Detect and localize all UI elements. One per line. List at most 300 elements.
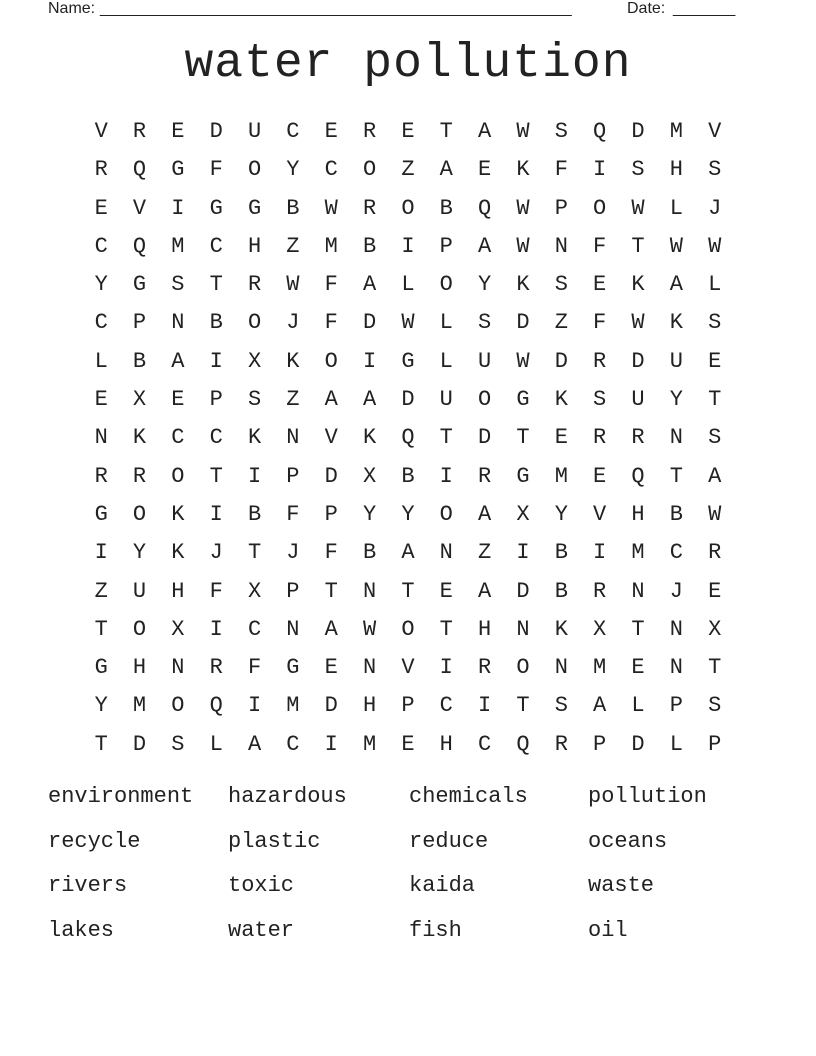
grid-letter: A [478, 578, 492, 604]
grid-row [82, 458, 734, 496]
word-list-item: hazardous [228, 784, 347, 809]
grid-letter: D [631, 119, 645, 144]
grid-letter: C [286, 119, 300, 144]
grid-letter: I [94, 540, 108, 566]
grid-letter: N [94, 425, 108, 451]
grid-letter: G [132, 272, 147, 298]
grid-letter: T [324, 578, 338, 604]
grid-letter: O [516, 655, 530, 681]
grid-letter: C [324, 157, 338, 183]
grid-letter: D [324, 693, 338, 719]
grid-letter: Z [554, 310, 568, 336]
grid-letter: A [478, 501, 492, 527]
grid-letter: W [362, 616, 377, 642]
grid-letter: L [94, 348, 108, 374]
grid-letter: O [247, 157, 262, 183]
grid-letter: A [324, 387, 338, 413]
grid-letter: T [708, 387, 722, 413]
grid-letter: N [171, 310, 185, 336]
grid-letter: E [171, 119, 185, 144]
grid-letter: Y [669, 387, 683, 413]
grid-letter: R [708, 540, 722, 566]
grid-letter: F [324, 310, 338, 336]
grid-letter: V [94, 119, 108, 144]
grid-letter: I [439, 655, 453, 681]
grid-letter: B [362, 233, 377, 259]
grid-letter: B [669, 501, 683, 527]
grid-letter: R [94, 463, 108, 489]
grid-letter: D [362, 310, 377, 336]
grid-row [82, 304, 734, 342]
grid-letter: V [132, 195, 147, 221]
grid-letter: M [171, 233, 185, 259]
grid-letter: G [286, 655, 300, 681]
word-list-item: oil [588, 917, 628, 943]
grid-letter: S [708, 157, 722, 183]
grid-letter: V [324, 425, 338, 451]
grid-letter: D [401, 387, 415, 413]
grid-letter: I [362, 348, 377, 374]
grid-letter: H [478, 616, 492, 642]
word-list-item: water [228, 917, 295, 943]
grid-letter: B [401, 463, 415, 489]
grid-letter: C [94, 233, 108, 259]
grid-letter: D [324, 463, 338, 489]
grid-letter: A [478, 233, 492, 259]
grid-letter: Z [286, 387, 300, 413]
grid-letter: U [132, 578, 147, 604]
grid-letter: N [669, 425, 683, 451]
grid-letter: F [247, 655, 262, 681]
grid-letter: R [478, 463, 492, 489]
grid-letter: E [324, 655, 338, 681]
grid-letter: P [554, 195, 568, 221]
grid-letter: I [209, 616, 223, 642]
grid-letter: R [362, 195, 377, 221]
grid-letter: H [132, 655, 147, 681]
grid-letter: Q [631, 463, 645, 489]
grid-letter: T [516, 425, 530, 451]
word-list-item: chemicals [409, 784, 528, 809]
grid-letter: J [669, 578, 683, 604]
grid-letter: K [171, 540, 185, 566]
grid-letter: O [324, 348, 338, 374]
grid-letter: T [209, 463, 223, 489]
grid-letter: S [171, 272, 185, 298]
grid-letter: E [94, 387, 108, 413]
grid-letter: D [631, 731, 645, 757]
grid-letter: G [171, 157, 185, 183]
grid-letter: X [516, 501, 530, 527]
grid-letter: K [247, 425, 262, 451]
grid-letter: W [516, 348, 530, 374]
grid-letter: A [247, 731, 262, 757]
grid-letter: B [554, 540, 568, 566]
grid-letter: E [401, 119, 415, 144]
grid-letter: E [324, 119, 338, 144]
grid-letter: E [708, 578, 722, 604]
grid-letter: R [631, 425, 645, 451]
grid-letter: I [209, 501, 223, 527]
grid-letter: O [401, 195, 415, 221]
word-list [48, 780, 788, 958]
date-label: Date: [627, 0, 666, 17]
grid-letter: O [478, 387, 492, 413]
grid-letter: F [324, 272, 338, 298]
grid-letter: T [209, 272, 223, 298]
grid-letter: L [439, 310, 453, 336]
grid-letter: T [631, 233, 645, 259]
grid-letter: S [554, 693, 568, 719]
grid-row [82, 113, 734, 151]
grid-letter: T [631, 616, 645, 642]
grid-letter: F [209, 578, 223, 604]
grid-letter: X [708, 616, 722, 642]
grid-letter: S [708, 425, 722, 451]
grid-letter: W [286, 272, 300, 298]
grid-letter: K [631, 272, 645, 298]
grid-letter: N [439, 540, 453, 566]
grid-letter: P [593, 731, 607, 757]
grid-letter: N [631, 578, 645, 604]
grid-letter: O [439, 501, 453, 527]
grid-letter: M [554, 463, 568, 489]
grid-letter: E [171, 387, 185, 413]
word-list-item: reduce [409, 828, 489, 854]
grid-letter: A [593, 693, 607, 719]
grid-letter: Q [478, 195, 492, 221]
grid-letter: X [593, 616, 607, 642]
grid-letter: K [516, 272, 530, 298]
grid-letter: M [362, 731, 377, 757]
grid-letter: L [439, 348, 453, 374]
grid-letter: Q [132, 233, 147, 259]
grid-letter: G [401, 348, 415, 374]
grid-letter: C [209, 425, 223, 451]
grid-letter: X [171, 616, 185, 642]
grid-letter: I [247, 463, 262, 489]
grid-letter: K [554, 387, 568, 413]
grid-letter: P [401, 693, 415, 719]
word-list-item: rivers [48, 873, 128, 899]
grid-row [82, 573, 734, 611]
grid-letter: B [554, 578, 568, 604]
grid-letter: A [171, 348, 185, 374]
header [48, 0, 748, 20]
grid-letter: W [516, 233, 530, 259]
grid-letter: A [669, 272, 683, 298]
grid-letter: Z [478, 540, 492, 566]
grid-letter: N [669, 655, 683, 681]
grid-letter: I [401, 233, 415, 259]
grid-row [82, 687, 734, 725]
grid-letter: W [631, 195, 645, 221]
grid-letter: I [439, 463, 453, 489]
grid-letter: N [669, 616, 683, 642]
grid-letter: E [401, 731, 415, 757]
grid-letter: G [94, 655, 108, 681]
grid-letter: R [94, 157, 108, 183]
grid-letter: I [171, 195, 185, 221]
grid-letter: T [94, 731, 108, 757]
grid-letter: E [593, 272, 607, 298]
name-field-line: _____________________________________________________ [100, 0, 572, 17]
grid-row [82, 343, 734, 381]
grid-letter: W [631, 310, 645, 336]
grid-letter: L [401, 272, 415, 298]
word-list-item: kaida [409, 873, 476, 899]
grid-letter: T [516, 693, 530, 719]
grid-letter: M [132, 693, 147, 719]
grid-letter: B [209, 310, 223, 336]
date-field-line: _______ [673, 0, 736, 17]
grid-letter: R [593, 578, 607, 604]
grid-letter: D [554, 348, 568, 374]
grid-letter: P [439, 233, 453, 259]
grid-letter: T [708, 655, 722, 681]
grid-letter: Q [516, 731, 530, 757]
grid-letter: C [286, 731, 300, 757]
grid-letter: R [478, 655, 492, 681]
grid-letter: D [631, 348, 645, 374]
grid-letter: J [286, 310, 300, 336]
grid-letter: Z [286, 233, 300, 259]
grid-letter: Q [209, 693, 223, 719]
grid-letter: W [669, 233, 683, 259]
grid-letter: A [324, 616, 338, 642]
grid-letter: O [171, 693, 185, 719]
grid-letter: V [401, 655, 415, 681]
grid-letter: G [516, 387, 530, 413]
grid-letter: D [209, 119, 223, 144]
grid-letter: L [209, 731, 223, 757]
grid-letter: F [593, 233, 607, 259]
grid-letter: O [439, 272, 453, 298]
grid-letter: A [401, 540, 415, 566]
grid-letter: I [593, 540, 607, 566]
grid-letter: O [593, 195, 607, 221]
grid-letter: K [286, 348, 300, 374]
grid-letter: A [708, 463, 722, 489]
grid-letter: P [286, 463, 300, 489]
grid-letter: A [362, 387, 377, 413]
grid-letter: A [478, 119, 492, 144]
grid-letter: E [593, 463, 607, 489]
grid-letter: N [286, 616, 300, 642]
grid-row [82, 419, 734, 457]
grid-letter: B [132, 348, 147, 374]
grid-letter: T [669, 463, 683, 489]
grid-letter: T [247, 540, 262, 566]
word-list-item: oceans [588, 828, 668, 854]
grid-letter: C [669, 540, 683, 566]
grid-letter: S [631, 157, 645, 183]
grid-row [82, 190, 734, 228]
grid-letter: X [132, 387, 147, 413]
grid-letter: K [132, 425, 147, 451]
grid-row [82, 228, 734, 266]
grid-letter: F [593, 310, 607, 336]
grid-letter: T [439, 119, 453, 144]
grid-letter: S [171, 731, 185, 757]
word-list-item: environment [48, 784, 194, 809]
grid-letter: O [401, 616, 415, 642]
name-label: Name: [48, 0, 96, 17]
grid-letter: O [132, 616, 147, 642]
grid-letter: K [171, 501, 185, 527]
grid-letter: I [478, 693, 492, 719]
grid-letter: J [708, 195, 722, 221]
grid-letter: Y [362, 501, 377, 527]
grid-letter: U [439, 387, 453, 413]
grid-letter: F [554, 157, 568, 183]
grid-letter: Q [593, 119, 607, 144]
grid-letter: R [247, 272, 262, 298]
grid-letter: Y [132, 540, 147, 566]
grid-letter: X [247, 578, 262, 604]
grid-letter: K [362, 425, 377, 451]
grid-letter: P [209, 387, 223, 413]
letter-grid [82, 113, 734, 764]
grid-letter: R [554, 731, 568, 757]
grid-letter: W [516, 119, 530, 144]
grid-letter: H [362, 693, 377, 719]
grid-letter: P [708, 731, 722, 757]
grid-letter: D [132, 731, 147, 757]
word-row [48, 914, 788, 959]
grid-letter: U [669, 348, 683, 374]
word-list-item: plastic [228, 828, 321, 854]
page-title: water pollution [184, 37, 632, 91]
grid-letter: Q [401, 425, 415, 451]
grid-letter: P [286, 578, 300, 604]
grid-letter: B [362, 540, 377, 566]
grid-letter: R [593, 348, 607, 374]
word-list-item: pollution [588, 784, 707, 809]
grid-letter: S [708, 310, 722, 336]
grid-letter: E [708, 348, 722, 374]
grid-letter: V [593, 501, 607, 527]
grid-letter: G [247, 195, 262, 221]
grid-row [82, 726, 734, 764]
grid-letter: Y [478, 272, 492, 298]
grid-letter: W [516, 195, 530, 221]
word-row [48, 869, 788, 914]
grid-letter: E [439, 578, 453, 604]
grid-letter: F [286, 501, 300, 527]
grid-letter: E [554, 425, 568, 451]
grid-letter: G [94, 501, 108, 527]
grid-letter: E [94, 195, 108, 221]
grid-letter: R [593, 425, 607, 451]
grid-letter: A [439, 157, 453, 183]
grid-letter: N [554, 655, 568, 681]
grid-letter: H [631, 501, 645, 527]
grid-letter: W [401, 310, 415, 336]
grid-letter: N [516, 616, 530, 642]
word-list-item: recycle [48, 828, 141, 854]
grid-row [82, 381, 734, 419]
grid-letter: U [631, 387, 645, 413]
grid-letter: K [554, 616, 568, 642]
grid-letter: D [478, 425, 492, 451]
grid-letter: L [708, 272, 722, 298]
grid-letter: U [247, 119, 262, 144]
grid-row [82, 496, 734, 534]
grid-letter: Q [132, 157, 147, 183]
grid-letter: J [286, 540, 300, 566]
grid-letter: T [94, 616, 108, 642]
grid-letter: V [708, 119, 722, 144]
grid-letter: I [324, 731, 338, 757]
grid-letter: Y [94, 272, 108, 298]
grid-letter: N [554, 233, 568, 259]
grid-letter: L [669, 195, 683, 221]
grid-letter: I [593, 157, 607, 183]
grid-letter: H [669, 157, 683, 183]
grid-letter: C [209, 233, 223, 259]
grid-letter: Y [554, 501, 568, 527]
grid-letter: R [132, 463, 147, 489]
grid-letter: N [286, 425, 300, 451]
grid-letter: L [669, 731, 683, 757]
grid-letter: N [362, 655, 377, 681]
grid-row [82, 534, 734, 572]
word-row [48, 780, 788, 825]
grid-letter: K [669, 310, 683, 336]
grid-letter: A [362, 272, 377, 298]
grid-letter: D [516, 310, 530, 336]
grid-letter: W [708, 501, 722, 527]
grid-letter: X [362, 463, 377, 489]
grid-letter: S [247, 387, 262, 413]
grid-letter: O [362, 157, 377, 183]
grid-letter: N [362, 578, 377, 604]
grid-letter: I [516, 540, 530, 566]
grid-row [82, 611, 734, 649]
grid-letter: Y [286, 157, 300, 183]
grid-letter: S [593, 387, 607, 413]
grid-letter: L [631, 693, 645, 719]
grid-letter: C [478, 731, 492, 757]
grid-letter: I [209, 348, 223, 374]
grid-letter: P [669, 693, 683, 719]
grid-letter: M [286, 693, 300, 719]
grid-letter: B [286, 195, 300, 221]
grid-letter: S [554, 119, 568, 144]
grid-letter: E [631, 655, 645, 681]
grid-letter: M [631, 540, 645, 566]
grid-letter: T [439, 616, 453, 642]
grid-letter: O [171, 463, 185, 489]
grid-letter: K [516, 157, 530, 183]
grid-letter: Y [94, 693, 108, 719]
grid-letter: T [401, 578, 415, 604]
grid-letter: C [171, 425, 185, 451]
grid-letter: H [171, 578, 185, 604]
grid-row [82, 649, 734, 687]
grid-letter: F [209, 157, 223, 183]
grid-letter: H [439, 731, 453, 757]
grid-letter: C [247, 616, 262, 642]
grid-letter: X [247, 348, 262, 374]
grid-letter: S [478, 310, 492, 336]
grid-letter: C [439, 693, 453, 719]
grid-row [82, 151, 734, 189]
grid-letter: Z [94, 578, 108, 604]
word-row [48, 825, 788, 870]
grid-letter: H [247, 233, 262, 259]
